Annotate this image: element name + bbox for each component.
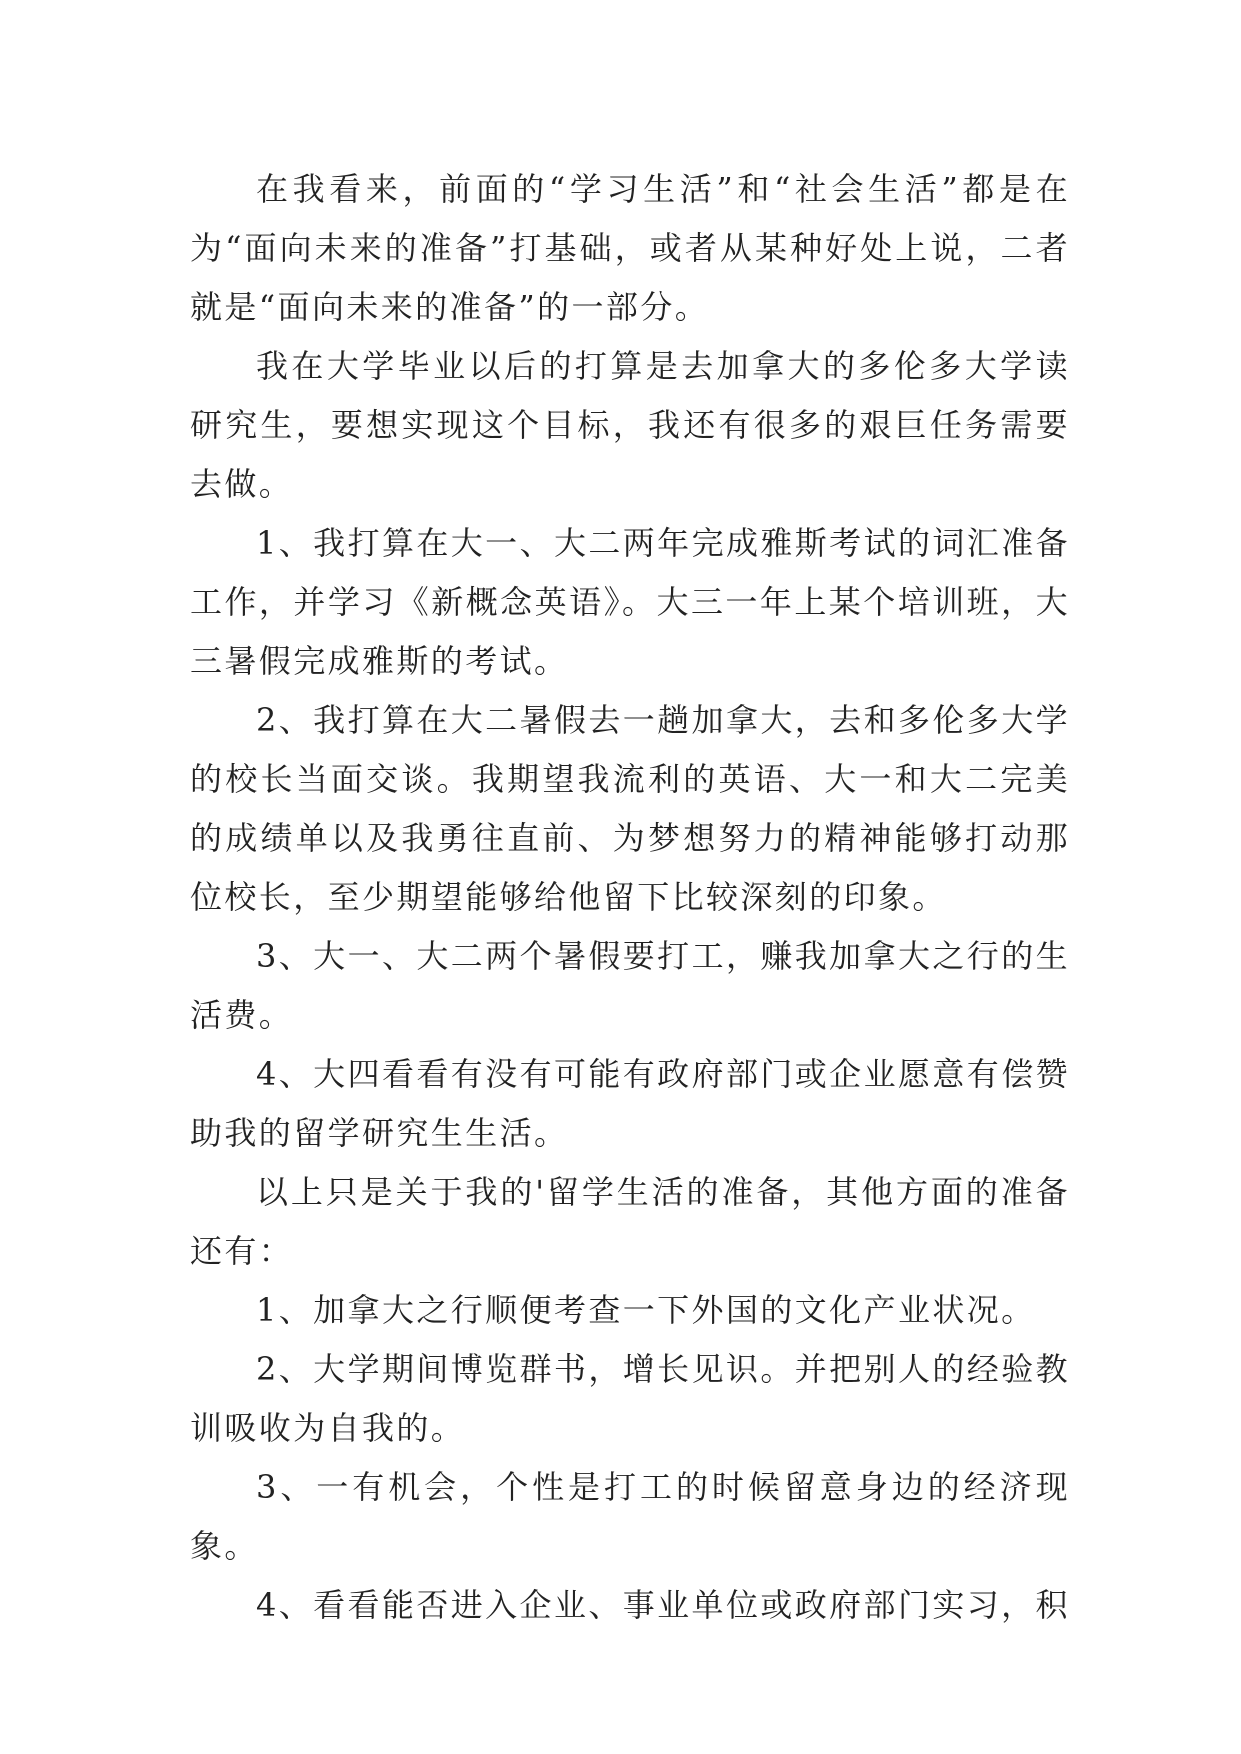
paragraph: 3、一有机会，个性是打工的时候留意身边的经济现象。	[190, 1468, 1070, 1565]
paragraph: 4、大四看看有没有可能有政府部门或企业愿意有偿赞助我的留学研究生生活。	[190, 1055, 1070, 1152]
paragraph: 以上只是关于我的'留学生活的准备，其他方面的准备还有：	[190, 1173, 1070, 1270]
paragraph: 1、我打算在大一、大二两年完成雅斯考试的词汇准备工作，并学习《新概念英语》。大三一年上某个培训班，大三暑假完成雅斯的考试。	[190, 524, 1070, 680]
paragraph: 2、大学期间博览群书，增长见识。并把别人的经验教训吸收为自我的。	[190, 1350, 1070, 1447]
paragraph: 我在大学毕业以后的打算是去加拿大的多伦多大学读研究生，要想实现这个目标，我还有很多的艰巨任务需要去做。	[190, 347, 1070, 503]
document-body	[190, 160, 1070, 1635]
paragraph: 3、大一、大二两个暑假要打工，赚我加拿大之行的生活费。	[190, 937, 1070, 1034]
paragraph: 在我看来，前面的“学习生活”和“社会生活”都是在为“面向未来的准备”打基础，或者从某种好处上说，二者就是“面向未来的准备”的一部分。	[190, 170, 1070, 326]
paragraph: 4、看看能否进入企业、事业单位或政府部门实习，积	[256, 1586, 1070, 1624]
paragraph: 1、加拿大之行顺便考查一下外国的文化产业状况。	[256, 1291, 1036, 1329]
paragraph: 2、我打算在大二暑假去一趟加拿大，去和多伦多大学的校长当面交谈。我期望我流利的英语、大一和大二完美的成绩单以及我勇往直前、为梦想努力的精神能够打动那位校长，至少期望能够给他留下比较深刻的印象。	[190, 701, 1070, 916]
